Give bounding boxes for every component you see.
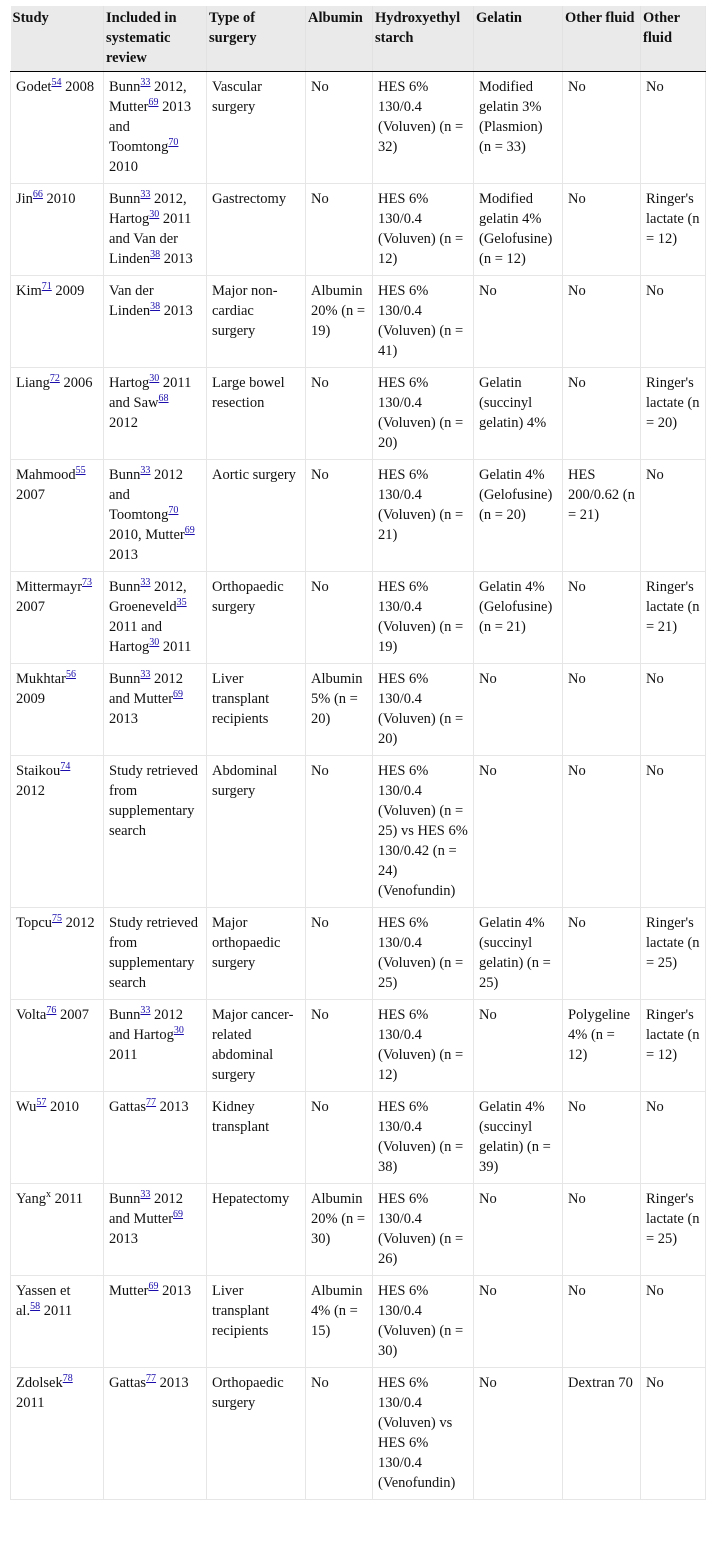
cell-text: Bunn bbox=[109, 671, 141, 687]
reference-sup bbox=[140, 77, 150, 88]
cell-other-fluid-2: No bbox=[641, 460, 706, 572]
cell-hydroxyethyl-starch: HES 6% 130/0.4 (Voluven) (n = 32) bbox=[373, 72, 474, 184]
reference-link[interactable]: 69 bbox=[173, 1209, 184, 1220]
reference-sup bbox=[140, 577, 150, 588]
cell-gelatin: No bbox=[474, 1368, 563, 1500]
cell-gelatin: Gelatin (succinyl gelatin) 4% bbox=[474, 368, 563, 460]
reference-sup bbox=[52, 913, 62, 924]
cell-other-fluid-1: No bbox=[563, 276, 641, 368]
header-albumin: Albumin bbox=[306, 6, 373, 72]
cell-albumin: No bbox=[306, 460, 373, 572]
reference-link[interactable]: 57 bbox=[36, 1097, 47, 1108]
cell-other-fluid-2: No bbox=[641, 1276, 706, 1368]
cell-text: 2011 and Saw bbox=[109, 375, 192, 411]
cell-text: 2011 bbox=[40, 1303, 73, 1319]
cell-text: Godet bbox=[16, 79, 52, 95]
cell-text: Study retrieved from supplementary search bbox=[109, 763, 198, 839]
cell-included-in-review bbox=[104, 1184, 207, 1276]
cell-other-fluid-2: Ringer's lactate (n = 20) bbox=[641, 368, 706, 460]
cell-hydroxyethyl-starch: HES 6% 130/0.4 (Voluven) (n = 21) bbox=[373, 460, 474, 572]
cell-other-fluid-1: No bbox=[563, 908, 641, 1000]
cell-text: 2011 bbox=[50, 1191, 84, 1207]
cell-other-fluid-1: Polygeline 4% (n = 12) bbox=[563, 1000, 641, 1092]
cell-study bbox=[11, 1276, 104, 1368]
cell-surgery: Major non-cardiac surgery bbox=[207, 276, 306, 368]
cell-gelatin: No bbox=[474, 1276, 563, 1368]
cell-other-fluid-2: No bbox=[641, 664, 706, 756]
reference-sup bbox=[50, 373, 60, 384]
cell-text: 2013 bbox=[156, 1375, 189, 1391]
cell-text: 2007 bbox=[16, 599, 45, 615]
cell-other-fluid-1: No bbox=[563, 1276, 641, 1368]
cell-text: Bunn bbox=[109, 79, 141, 95]
cell-text: Study retrieved from supplementary search bbox=[109, 915, 198, 991]
reference-sup bbox=[177, 597, 187, 608]
reference-sup bbox=[140, 465, 150, 476]
reference-sup bbox=[140, 189, 150, 200]
cell-surgery: Liver transplant recipients bbox=[207, 1276, 306, 1368]
reference-link[interactable]: 58 bbox=[30, 1301, 41, 1312]
cell-text: 2012, Hartog bbox=[109, 191, 187, 227]
reference-link[interactable]: 30 bbox=[149, 373, 160, 384]
cell-text: 2013 bbox=[160, 251, 193, 267]
reference-sup bbox=[63, 1373, 73, 1384]
cell-text: 2011 and Van der Linden bbox=[109, 211, 192, 267]
reference-link[interactable]: 33 bbox=[140, 577, 151, 588]
cell-gelatin: No bbox=[474, 664, 563, 756]
cell-albumin: No bbox=[306, 184, 373, 276]
cell-surgery: Aortic surgery bbox=[207, 460, 306, 572]
cell-other-fluid-2: No bbox=[641, 1092, 706, 1184]
cell-other-fluid-1: HES 200/0.62 (n = 21) bbox=[563, 460, 641, 572]
reference-sup bbox=[82, 577, 92, 588]
cell-albumin: No bbox=[306, 908, 373, 1000]
reference-sup bbox=[36, 1097, 46, 1108]
cell-text: Bunn bbox=[109, 467, 141, 483]
cell-text: Bunn bbox=[109, 579, 141, 595]
cell-text: 2013 bbox=[158, 1283, 192, 1299]
cell-surgery: Kidney transplant bbox=[207, 1092, 306, 1184]
reference-link[interactable]: 68 bbox=[158, 393, 169, 404]
cell-text: 2013 bbox=[109, 1231, 138, 1247]
studies-table-container bbox=[10, 6, 705, 1500]
cell-hydroxyethyl-starch: HES 6% 130/0.4 (Voluven) (n = 38) bbox=[373, 1092, 474, 1184]
cell-surgery: Gastrectomy bbox=[207, 184, 306, 276]
cell-surgery: Vascular surgery bbox=[207, 72, 306, 184]
reference-link[interactable]: 30 bbox=[149, 637, 160, 648]
cell-text: Kim bbox=[16, 283, 42, 299]
reference-sup bbox=[51, 77, 61, 88]
reference-sup bbox=[146, 1373, 156, 1384]
cell-hydroxyethyl-starch: HES 6% 130/0.4 (Voluven) (n = 12) bbox=[373, 1000, 474, 1092]
cell-text: Hartog bbox=[109, 375, 150, 391]
cell-gelatin: Gelatin 4% (succinyl gelatin) (n = 39) bbox=[474, 1092, 563, 1184]
cell-text: Gattas bbox=[109, 1099, 147, 1115]
table-row bbox=[11, 664, 706, 756]
table-body bbox=[11, 72, 706, 1500]
reference-link[interactable]: 38 bbox=[150, 249, 161, 260]
table-row bbox=[11, 572, 706, 664]
cell-text: Van der Linden bbox=[109, 283, 154, 319]
cell-text: 2013 bbox=[156, 1099, 189, 1115]
reference-link[interactable]: 75 bbox=[52, 913, 63, 924]
cell-other-fluid-2: Ringer's lactate (n = 12) bbox=[641, 184, 706, 276]
reference-sup bbox=[60, 761, 70, 772]
reference-link[interactable]: 78 bbox=[62, 1373, 73, 1384]
cell-text: 2010, Mutter bbox=[109, 527, 185, 543]
cell-included-in-review bbox=[104, 664, 207, 756]
cell-included-in-review bbox=[104, 72, 207, 184]
header-hydroxyethyl-starch: Hydroxyethyl starch bbox=[373, 6, 474, 72]
cell-text: 2012 bbox=[16, 783, 45, 799]
cell-hydroxyethyl-starch: HES 6% 130/0.4 (Voluven) (n = 25) vs HES 6% 130/0.42 (n = 24) (Venofundin) bbox=[373, 756, 474, 908]
cell-study bbox=[11, 1368, 104, 1500]
header-other-fluid-1: Other fluid bbox=[563, 6, 641, 72]
reference-sup bbox=[76, 465, 86, 476]
cell-study bbox=[11, 664, 104, 756]
cell-albumin: Albumin 20% (n = 19) bbox=[306, 276, 373, 368]
reference-sup bbox=[148, 1281, 158, 1292]
cell-text: Bunn bbox=[109, 191, 141, 207]
cell-surgery: Hepatectomy bbox=[207, 1184, 306, 1276]
reference-link[interactable]: 77 bbox=[146, 1097, 157, 1108]
cell-included-in-review bbox=[104, 1092, 207, 1184]
cell-gelatin: Gelatin 4% (Gelofusine) (n = 21) bbox=[474, 572, 563, 664]
reference-sup bbox=[42, 281, 52, 292]
cell-surgery: Large bowel resection bbox=[207, 368, 306, 460]
table-row bbox=[11, 1184, 706, 1276]
reference-link[interactable]: 55 bbox=[75, 465, 86, 476]
reference-link[interactable]: 30 bbox=[173, 1025, 184, 1036]
cell-included-in-review bbox=[104, 276, 207, 368]
cell-text: 2012 and Toomtong bbox=[109, 467, 184, 523]
reference-sup bbox=[146, 1097, 156, 1108]
cell-text: Liang bbox=[16, 375, 50, 391]
cell-included-in-review bbox=[104, 1368, 207, 1500]
cell-text: Gattas bbox=[109, 1375, 147, 1391]
cell-hydroxyethyl-starch: HES 6% 130/0.4 (Voluven) (n = 25) bbox=[373, 908, 474, 1000]
cell-included-in-review bbox=[104, 908, 207, 1000]
table-row bbox=[11, 460, 706, 572]
reference-link[interactable]: 77 bbox=[146, 1373, 157, 1384]
cell-surgery: Major orthopaedic surgery bbox=[207, 908, 306, 1000]
header-row bbox=[11, 6, 706, 72]
cell-included-in-review bbox=[104, 756, 207, 908]
cell-text: Zdolsek bbox=[16, 1375, 63, 1391]
cell-gelatin: No bbox=[474, 276, 563, 368]
reference-sup bbox=[185, 525, 195, 536]
reference-sup bbox=[150, 301, 160, 312]
cell-hydroxyethyl-starch: HES 6% 130/0.4 (Voluven) (n = 19) bbox=[373, 572, 474, 664]
header-other-fluid-2: Other fluid bbox=[641, 6, 706, 72]
cell-text: 2011 bbox=[16, 1395, 45, 1411]
cell-surgery: Major cancer-related abdominal surgery bbox=[207, 1000, 306, 1092]
cell-text: 2011 bbox=[109, 1047, 138, 1063]
reference-link[interactable]: 70 bbox=[168, 137, 179, 148]
reference-sup bbox=[33, 189, 43, 200]
cell-text: 2012, Mutter bbox=[109, 79, 187, 115]
cell-surgery: Orthopaedic surgery bbox=[207, 1368, 306, 1500]
reference-sup bbox=[173, 689, 183, 700]
cell-included-in-review bbox=[104, 184, 207, 276]
reference-sup bbox=[66, 669, 76, 680]
cell-text: Topcu bbox=[16, 915, 53, 931]
header-study: Study bbox=[11, 6, 104, 72]
cell-study bbox=[11, 1000, 104, 1092]
reference-link[interactable]: 69 bbox=[173, 689, 184, 700]
cell-text: 2012 bbox=[62, 915, 95, 931]
cell-included-in-review bbox=[104, 1000, 207, 1092]
cell-other-fluid-2: Ringer's lactate (n = 12) bbox=[641, 1000, 706, 1092]
cell-text: 2013 bbox=[109, 711, 138, 727]
cell-text: 2009 bbox=[51, 283, 85, 299]
reference-link[interactable]: 72 bbox=[49, 373, 60, 384]
table-row bbox=[11, 1368, 706, 1500]
reference-link[interactable]: 69 bbox=[148, 97, 159, 108]
cell-text: 2007 bbox=[56, 1007, 89, 1023]
cell-albumin: Albumin 20% (n = 30) bbox=[306, 1184, 373, 1276]
reference-sup bbox=[140, 669, 150, 680]
cell-study bbox=[11, 1092, 104, 1184]
cell-albumin: No bbox=[306, 1000, 373, 1092]
cell-study bbox=[11, 276, 104, 368]
cell-albumin: No bbox=[306, 1368, 373, 1500]
cell-text: 2012, Groeneveld bbox=[109, 579, 187, 615]
cell-text: 2010 bbox=[109, 159, 138, 175]
cell-text: Staikou bbox=[16, 763, 61, 779]
header-gelatin: Gelatin bbox=[474, 6, 563, 72]
cell-gelatin: No bbox=[474, 1000, 563, 1092]
reference-sup bbox=[30, 1301, 40, 1312]
reference-sup bbox=[159, 393, 169, 404]
reference-link[interactable]: 73 bbox=[82, 577, 93, 588]
cell-study bbox=[11, 572, 104, 664]
header-type-of-surgery: Type of surgery bbox=[207, 6, 306, 72]
cell-other-fluid-2: Ringer's lactate (n = 25) bbox=[641, 908, 706, 1000]
cell-albumin: No bbox=[306, 572, 373, 664]
cell-text: 2012 and Hartog bbox=[109, 1007, 184, 1043]
reference-sup bbox=[149, 209, 159, 220]
cell-text: 2013 bbox=[160, 303, 193, 319]
cell-albumin: No bbox=[306, 72, 373, 184]
reference-sup bbox=[168, 505, 178, 516]
cell-other-fluid-1: No bbox=[563, 572, 641, 664]
cell-text: 2013 bbox=[109, 547, 138, 563]
cell-surgery: Orthopaedic surgery bbox=[207, 572, 306, 664]
studies-table bbox=[10, 6, 706, 1500]
cell-text: Yang bbox=[16, 1191, 46, 1207]
cell-study bbox=[11, 756, 104, 908]
reference-link[interactable]: 69 bbox=[148, 1281, 159, 1292]
reference-link[interactable]: 74 bbox=[60, 761, 71, 772]
cell-text: 2012 bbox=[109, 415, 138, 431]
reference-link[interactable]: 33 bbox=[140, 1189, 151, 1200]
reference-sup bbox=[149, 373, 159, 384]
cell-text: Mukhtar bbox=[16, 671, 66, 687]
cell-text: Jin bbox=[16, 191, 33, 207]
cell-study bbox=[11, 1184, 104, 1276]
reference-link[interactable]: 35 bbox=[176, 597, 187, 608]
cell-gelatin: Gelatin 4% (succinyl gelatin) (n = 25) bbox=[474, 908, 563, 1000]
table-row bbox=[11, 1092, 706, 1184]
cell-study bbox=[11, 184, 104, 276]
table-row bbox=[11, 1276, 706, 1368]
reference-link[interactable]: 33 bbox=[140, 669, 151, 680]
reference-link[interactable]: 70 bbox=[168, 505, 179, 516]
cell-surgery: Abdominal surgery bbox=[207, 756, 306, 908]
cell-other-fluid-1: No bbox=[563, 1184, 641, 1276]
cell-included-in-review bbox=[104, 368, 207, 460]
cell-text: 2012 and Mutter bbox=[109, 671, 184, 707]
cell-albumin: Albumin 5% (n = 20) bbox=[306, 664, 373, 756]
table-row bbox=[11, 184, 706, 276]
cell-included-in-review bbox=[104, 460, 207, 572]
reference-sup bbox=[149, 637, 159, 648]
cell-hydroxyethyl-starch: HES 6% 130/0.4 (Voluven) (n = 41) bbox=[373, 276, 474, 368]
cell-text: Volta bbox=[16, 1007, 47, 1023]
reference-sup bbox=[148, 97, 158, 108]
table-row bbox=[11, 908, 706, 1000]
table-row bbox=[11, 368, 706, 460]
cell-text: Bunn bbox=[109, 1007, 141, 1023]
cell-gelatin: No bbox=[474, 756, 563, 908]
cell-study bbox=[11, 368, 104, 460]
cell-text: 2007 bbox=[16, 487, 45, 503]
cell-hydroxyethyl-starch: HES 6% 130/0.4 (Voluven) (n = 26) bbox=[373, 1184, 474, 1276]
cell-included-in-review bbox=[104, 1276, 207, 1368]
reference-link[interactable]: 56 bbox=[65, 669, 76, 680]
reference-link[interactable]: 33 bbox=[140, 77, 151, 88]
cell-text: Bunn bbox=[109, 1191, 141, 1207]
cell-study bbox=[11, 460, 104, 572]
cell-text: 2012 and Mutter bbox=[109, 1191, 184, 1227]
reference-link[interactable]: 69 bbox=[184, 525, 195, 536]
cell-other-fluid-2: No bbox=[641, 1368, 706, 1500]
reference-link[interactable]: 66 bbox=[32, 189, 43, 200]
cell-text: 2006 bbox=[59, 375, 93, 391]
cell-gelatin: No bbox=[474, 1184, 563, 1276]
cell-other-fluid-2: No bbox=[641, 756, 706, 908]
cell-text: 2009 bbox=[16, 691, 45, 707]
cell-hydroxyethyl-starch: HES 6% 130/0.4 (Voluven) (n = 12) bbox=[373, 184, 474, 276]
cell-text: 2013 and Toomtong bbox=[109, 99, 192, 155]
cell-text: 2011 and Hartog bbox=[109, 619, 163, 655]
reference-link[interactable]: 54 bbox=[51, 77, 62, 88]
cell-albumin: No bbox=[306, 368, 373, 460]
reference-sup bbox=[140, 1005, 150, 1016]
reference-link[interactable]: 38 bbox=[150, 301, 161, 312]
cell-other-fluid-2: Ringer's lactate (n = 25) bbox=[641, 1184, 706, 1276]
cell-other-fluid-2: No bbox=[641, 276, 706, 368]
reference-sup bbox=[46, 1005, 56, 1016]
cell-other-fluid-1: No bbox=[563, 368, 641, 460]
table-row bbox=[11, 1000, 706, 1092]
table-row bbox=[11, 276, 706, 368]
cell-other-fluid-1: No bbox=[563, 756, 641, 908]
cell-included-in-review bbox=[104, 572, 207, 664]
superscript-text: x bbox=[45, 1189, 51, 1200]
reference-link[interactable]: 71 bbox=[41, 281, 52, 292]
cell-study bbox=[11, 72, 104, 184]
cell-albumin: No bbox=[306, 756, 373, 908]
cell-albumin: Albumin 4% (n = 15) bbox=[306, 1276, 373, 1368]
table-row bbox=[11, 72, 706, 184]
reference-link[interactable]: 33 bbox=[140, 465, 151, 476]
cell-other-fluid-1: No bbox=[563, 664, 641, 756]
cell-hydroxyethyl-starch: HES 6% 130/0.4 (Voluven) (n = 20) bbox=[373, 664, 474, 756]
cell-gelatin: Modified gelatin 4% (Gelofusine) (n = 12) bbox=[474, 184, 563, 276]
reference-link[interactable]: 33 bbox=[140, 189, 151, 200]
reference-link[interactable]: 30 bbox=[149, 209, 160, 220]
reference-sup bbox=[140, 1189, 150, 1200]
cell-text: Mittermayr bbox=[16, 579, 83, 595]
cell-surgery: Liver transplant recipients bbox=[207, 664, 306, 756]
reference-link[interactable]: 76 bbox=[46, 1005, 57, 1016]
cell-other-fluid-1: No bbox=[563, 184, 641, 276]
table-header bbox=[11, 6, 706, 72]
cell-hydroxyethyl-starch: HES 6% 130/0.4 (Voluven) vs HES 6% 130/0.4 (Venofundin) bbox=[373, 1368, 474, 1500]
cell-hydroxyethyl-starch: HES 6% 130/0.4 (Voluven) (n = 20) bbox=[373, 368, 474, 460]
reference-sup bbox=[150, 249, 160, 260]
reference-link[interactable]: 33 bbox=[140, 1005, 151, 1016]
header-included-in-review: Included in systematic review bbox=[104, 6, 207, 72]
cell-gelatin: Modified gelatin 3% (Plasmion) (n = 33) bbox=[474, 72, 563, 184]
cell-other-fluid-2: No bbox=[641, 72, 706, 184]
cell-text: 2010 bbox=[42, 191, 76, 207]
cell-hydroxyethyl-starch: HES 6% 130/0.4 (Voluven) (n = 30) bbox=[373, 1276, 474, 1368]
cell-other-fluid-1: Dextran 70 bbox=[563, 1368, 641, 1500]
cell-gelatin: Gelatin 4% (Gelofusine) (n = 20) bbox=[474, 460, 563, 572]
cell-study bbox=[11, 908, 104, 1000]
cell-text: Wu bbox=[16, 1099, 37, 1115]
table-row bbox=[11, 756, 706, 908]
cell-text: 2008 bbox=[61, 79, 95, 95]
cell-other-fluid-1: No bbox=[563, 1092, 641, 1184]
reference-sup bbox=[174, 1025, 184, 1036]
cell-text: Mutter bbox=[109, 1283, 149, 1299]
cell-other-fluid-1: No bbox=[563, 72, 641, 184]
cell-text: 2010 bbox=[46, 1099, 79, 1115]
reference-sup bbox=[168, 137, 178, 148]
cell-text: 2011 bbox=[159, 639, 192, 655]
reference-sup bbox=[173, 1209, 183, 1220]
cell-other-fluid-2: Ringer's lactate (n = 21) bbox=[641, 572, 706, 664]
cell-text: Mahmood bbox=[16, 467, 76, 483]
cell-albumin: No bbox=[306, 1092, 373, 1184]
cell-text: Yassen et al. bbox=[16, 1283, 71, 1319]
